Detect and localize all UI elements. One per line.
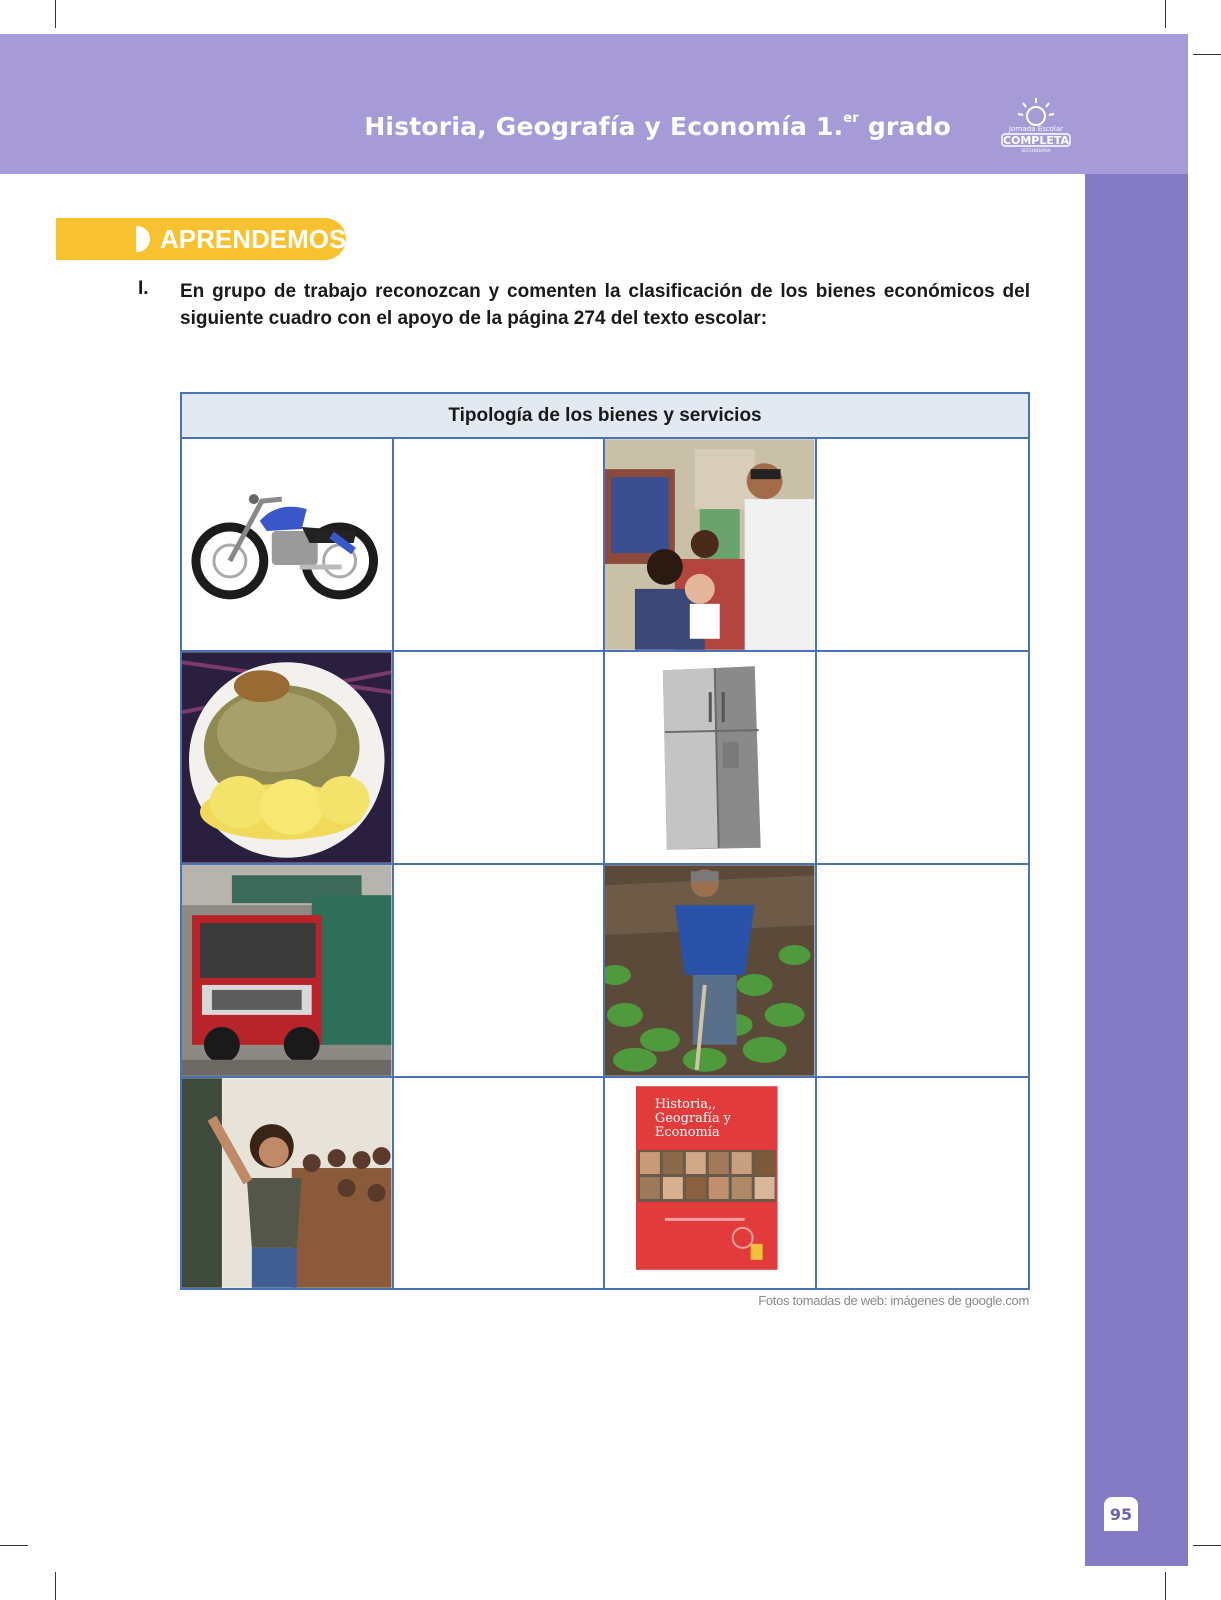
side-band (1085, 174, 1188, 1566)
section-badge-label: APRENDEMOS (160, 224, 347, 254)
empty-answer-cell[interactable] (817, 1078, 1029, 1288)
crop-mark (0, 1545, 28, 1546)
empty-answer-cell[interactable] (817, 439, 1029, 650)
crop-mark (1193, 1545, 1221, 1546)
table-row (182, 1078, 1028, 1288)
jornada-escolar-logo (996, 96, 1076, 154)
activity-number: I. (138, 278, 149, 299)
crop-mark (1165, 0, 1166, 28)
badge-half-circle-icon (136, 226, 150, 252)
page-number: 95 (1104, 1497, 1138, 1531)
teacher-classroom-image (182, 1078, 394, 1288)
textbook-image (605, 1078, 817, 1288)
page-header-title: Historia, Geografía y Economía 1.$^{er}$ grado (364, 110, 951, 141)
truck-image (182, 865, 394, 1076)
crop-mark (1165, 1572, 1166, 1600)
empty-answer-cell[interactable] (394, 439, 606, 650)
logo-text-bottom: SECUNDARIA (1021, 149, 1051, 154)
photo-credit: Fotos tomadas de web: imágenes de google.com (758, 1293, 1029, 1308)
table-row (182, 865, 1028, 1078)
refrigerator-image (605, 652, 817, 863)
goods-services-table (180, 392, 1030, 1290)
motorcycle-image (182, 439, 394, 650)
empty-answer-cell[interactable] (394, 865, 606, 1076)
logo-text-main: COMPLETA (1002, 134, 1070, 147)
empty-answer-cell[interactable] (817, 865, 1029, 1076)
crop-mark (55, 0, 56, 28)
crop-mark (55, 1572, 56, 1600)
activity-instruction: En grupo de trabajo reconozcan y comenten la clasificación de los bienes económicos del siguiente cuadro con el apoyo de la página 274 del texto escolar: (180, 281, 1030, 329)
empty-answer-cell[interactable] (817, 652, 1029, 863)
table-row (182, 439, 1028, 652)
crop-mark (1193, 54, 1221, 55)
empty-answer-cell[interactable] (394, 1078, 606, 1288)
book-cover-title: Historia,, Geografía y Economía (654, 1097, 732, 1141)
table-row (182, 652, 1028, 865)
farmer-field-image (605, 865, 817, 1076)
table-title: Tipología de los bienes y servicios (182, 394, 1028, 439)
logo-text-top: Jornada Escolar (1008, 125, 1064, 133)
section-badge (56, 218, 346, 260)
empty-answer-cell[interactable] (394, 652, 606, 863)
doctor-vaccination-image (605, 439, 817, 650)
food-dish-image (182, 652, 394, 863)
